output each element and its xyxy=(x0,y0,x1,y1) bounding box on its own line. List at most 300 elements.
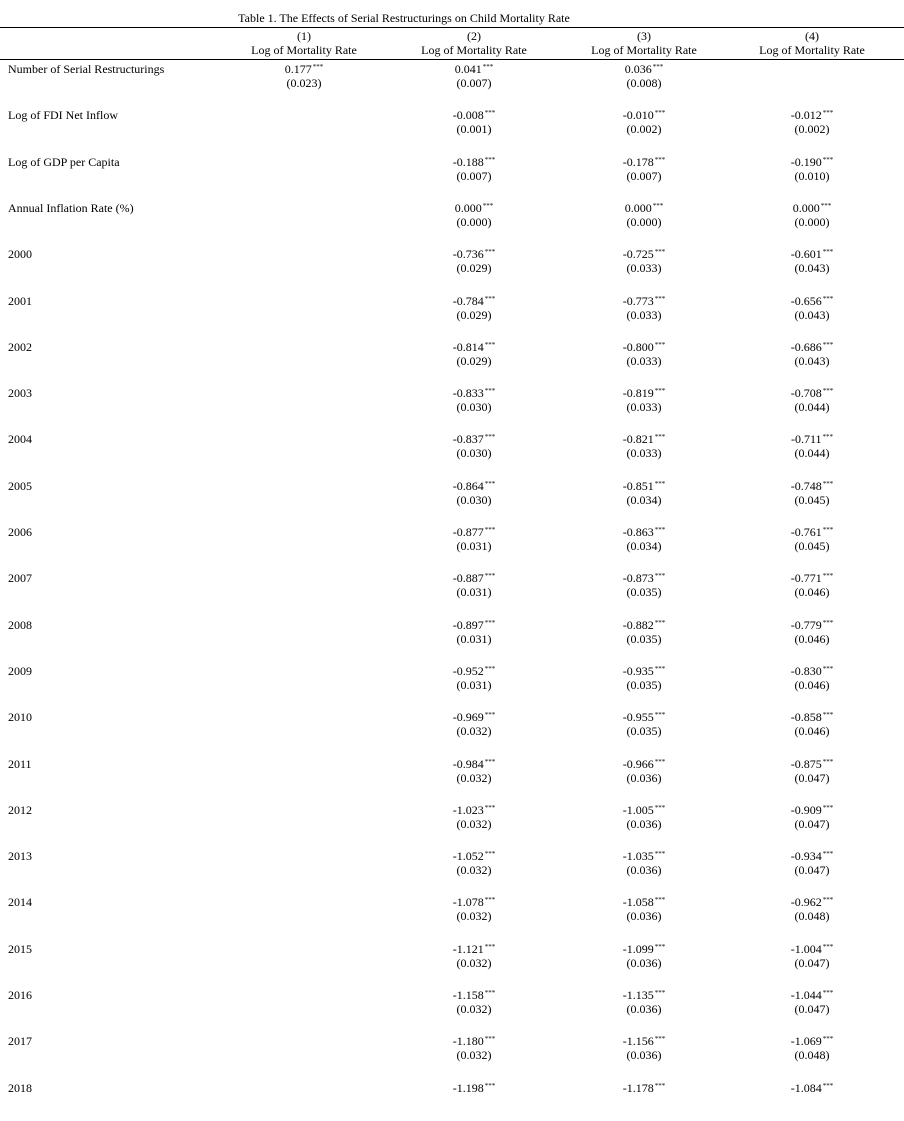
coefficient-value: -1.198 xyxy=(452,1081,484,1095)
significance-stars: *** xyxy=(654,480,666,488)
coefficient xyxy=(752,155,872,169)
row-label: 2003 xyxy=(8,386,32,400)
significance-stars: *** xyxy=(484,804,496,812)
row-label: 2000 xyxy=(8,247,32,261)
standard-error: (0.000) xyxy=(794,215,830,229)
table-cell xyxy=(752,340,872,368)
coefficient-value: -0.897 xyxy=(452,618,484,632)
coefficient xyxy=(414,340,534,354)
standard-error: (0.030) xyxy=(456,493,492,507)
coefficient xyxy=(752,895,872,909)
standard-error: (0.029) xyxy=(456,308,492,322)
standard-error: (0.043) xyxy=(794,261,830,275)
significance-stars: *** xyxy=(654,896,666,904)
table-cell xyxy=(584,1034,704,1062)
table-row xyxy=(0,525,904,565)
standard-error: (0.048) xyxy=(794,1048,830,1062)
coefficient xyxy=(414,155,534,169)
significance-stars: *** xyxy=(822,248,834,256)
coefficient-value: -0.863 xyxy=(622,525,654,539)
table-cell xyxy=(584,664,704,692)
coefficient xyxy=(584,386,704,400)
row-label: 2001 xyxy=(8,294,32,308)
coefficient xyxy=(584,525,704,539)
significance-stars: *** xyxy=(482,202,494,210)
standard-error: (0.043) xyxy=(794,308,830,322)
table-cell xyxy=(752,108,872,136)
significance-stars: *** xyxy=(822,341,834,349)
table-row xyxy=(0,895,904,935)
column-label: Log of Mortality Rate xyxy=(759,43,865,57)
standard-error: (0.029) xyxy=(456,261,492,275)
table-cell xyxy=(584,294,704,322)
coefficient xyxy=(414,62,534,76)
coefficient xyxy=(414,942,534,956)
table-cell xyxy=(752,155,872,183)
table-cell xyxy=(244,62,364,90)
standard-error: (0.031) xyxy=(456,539,492,553)
coefficient xyxy=(584,62,704,76)
table-cell xyxy=(752,849,872,877)
significance-stars: *** xyxy=(822,295,834,303)
standard-error: (0.033) xyxy=(626,261,662,275)
coefficient-value: -1.023 xyxy=(452,803,484,817)
table-cell xyxy=(584,710,704,738)
table-row xyxy=(0,340,904,380)
coefficient-value: -0.736 xyxy=(452,247,484,261)
table-cell xyxy=(584,942,704,970)
table-row xyxy=(0,988,904,1028)
significance-stars: *** xyxy=(484,156,496,164)
standard-error: (0.023) xyxy=(286,76,322,90)
significance-stars: *** xyxy=(822,109,834,117)
table-cell xyxy=(414,757,534,785)
coefficient xyxy=(414,710,534,724)
table-row xyxy=(0,108,904,148)
coefficient-value: -0.830 xyxy=(790,664,822,678)
table-cell xyxy=(584,618,704,646)
table-cell xyxy=(584,849,704,877)
row-label: 2002 xyxy=(8,340,32,354)
significance-stars: *** xyxy=(822,156,834,164)
coefficient-value: 0.041 xyxy=(454,62,482,76)
significance-stars: *** xyxy=(654,1035,666,1043)
coefficient-value: -0.010 xyxy=(622,108,654,122)
significance-stars: *** xyxy=(822,387,834,395)
significance-stars: *** xyxy=(822,480,834,488)
significance-stars: *** xyxy=(822,896,834,904)
coefficient xyxy=(584,201,704,215)
significance-stars: *** xyxy=(822,943,834,951)
table-row xyxy=(0,618,904,658)
standard-error: (0.032) xyxy=(456,1048,492,1062)
coefficient-value: -0.909 xyxy=(790,803,822,817)
table-cell xyxy=(584,247,704,275)
table-row xyxy=(0,155,904,195)
coefficient-value: -0.962 xyxy=(790,895,822,909)
standard-error: (0.035) xyxy=(626,585,662,599)
coefficient-value: -0.748 xyxy=(790,479,822,493)
table-row xyxy=(0,757,904,797)
significance-stars: *** xyxy=(484,1082,496,1090)
coefficient xyxy=(414,1081,534,1095)
row-label: Log of GDP per Capita xyxy=(8,155,120,169)
standard-error: (0.032) xyxy=(456,863,492,877)
standard-error: (0.036) xyxy=(626,771,662,785)
standard-error: (0.000) xyxy=(456,215,492,229)
row-label: 2014 xyxy=(8,895,32,909)
coefficient xyxy=(752,294,872,308)
table-cell xyxy=(414,942,534,970)
significance-stars: *** xyxy=(822,526,834,534)
coefficient-value: -0.725 xyxy=(622,247,654,261)
table-cell xyxy=(414,1081,534,1095)
significance-stars: *** xyxy=(654,1082,666,1090)
standard-error: (0.045) xyxy=(794,493,830,507)
coefficient-value: -1.180 xyxy=(452,1034,484,1048)
coefficient-value: -0.008 xyxy=(452,108,484,122)
standard-error: (0.047) xyxy=(794,771,830,785)
table-row xyxy=(0,247,904,287)
coefficient-value: -0.012 xyxy=(790,108,822,122)
coefficient-value: -1.084 xyxy=(790,1081,822,1095)
coefficient xyxy=(584,849,704,863)
coefficient-value: -0.833 xyxy=(452,386,484,400)
significance-stars: *** xyxy=(654,943,666,951)
table-cell xyxy=(414,664,534,692)
table-cell xyxy=(584,525,704,553)
table-cell xyxy=(414,62,534,90)
standard-error: (0.035) xyxy=(626,632,662,646)
table-cell xyxy=(584,340,704,368)
coefficient xyxy=(414,803,534,817)
table-row xyxy=(0,201,904,241)
table-cell xyxy=(414,340,534,368)
table-row xyxy=(0,1081,904,1121)
coefficient xyxy=(752,942,872,956)
table-cell xyxy=(584,155,704,183)
coefficient xyxy=(414,525,534,539)
coefficient xyxy=(414,664,534,678)
coefficient-value: -0.969 xyxy=(452,710,484,724)
coefficient xyxy=(414,988,534,1002)
coefficient-value: -1.135 xyxy=(622,988,654,1002)
coefficient xyxy=(584,247,704,261)
coefficient xyxy=(414,757,534,771)
standard-error: (0.008) xyxy=(626,76,662,90)
coefficient xyxy=(752,710,872,724)
coefficient xyxy=(414,849,534,863)
coefficient-value: -0.779 xyxy=(790,618,822,632)
standard-error: (0.030) xyxy=(456,400,492,414)
table-cell xyxy=(414,479,534,507)
coefficient-value: -0.188 xyxy=(452,155,484,169)
coefficient xyxy=(752,386,872,400)
row-label: 2007 xyxy=(8,571,32,585)
standard-error: (0.007) xyxy=(456,76,492,90)
coefficient-value: -1.178 xyxy=(622,1081,654,1095)
table-cell xyxy=(752,247,872,275)
coefficient xyxy=(584,1081,704,1095)
coefficient-value: 0.036 xyxy=(624,62,652,76)
significance-stars: *** xyxy=(484,943,496,951)
coefficient-value: -0.708 xyxy=(790,386,822,400)
row-label: 2013 xyxy=(8,849,32,863)
standard-error: (0.001) xyxy=(456,122,492,136)
coefficient-value: -0.771 xyxy=(790,571,822,585)
standard-error: (0.047) xyxy=(794,817,830,831)
coefficient xyxy=(414,618,534,632)
standard-error: (0.044) xyxy=(794,400,830,414)
table-cell xyxy=(752,201,872,229)
column-number: (4) xyxy=(805,29,819,43)
table-cell xyxy=(752,942,872,970)
significance-stars: *** xyxy=(654,109,666,117)
coefficient xyxy=(752,247,872,261)
standard-error: (0.034) xyxy=(626,493,662,507)
standard-error: (0.031) xyxy=(456,585,492,599)
table-row xyxy=(0,664,904,704)
table-cell xyxy=(584,571,704,599)
table-cell xyxy=(752,618,872,646)
row-label: 2018 xyxy=(8,1081,32,1095)
standard-error: (0.046) xyxy=(794,585,830,599)
coefficient xyxy=(584,108,704,122)
coefficient-value: -0.875 xyxy=(790,757,822,771)
coefficient-value: -1.005 xyxy=(622,803,654,817)
significance-stars: *** xyxy=(822,989,834,997)
table-cell xyxy=(414,247,534,275)
coefficient-value: 0.000 xyxy=(792,201,820,215)
table-row xyxy=(0,1034,904,1074)
table-cell xyxy=(584,895,704,923)
coefficient xyxy=(752,340,872,354)
table-cell xyxy=(752,479,872,507)
coefficient-value: -0.784 xyxy=(452,294,484,308)
coefficient-value: -1.044 xyxy=(790,988,822,1002)
significance-stars: *** xyxy=(822,1082,834,1090)
coefficient-value: -0.952 xyxy=(452,664,484,678)
coefficient-value: -0.887 xyxy=(452,571,484,585)
coefficient xyxy=(752,108,872,122)
coefficient xyxy=(414,895,534,909)
standard-error: (0.036) xyxy=(626,1002,662,1016)
standard-error: (0.032) xyxy=(456,1002,492,1016)
coefficient xyxy=(584,571,704,585)
coefficient-value: -0.851 xyxy=(622,479,654,493)
coefficient xyxy=(414,432,534,446)
column-label: Log of Mortality Rate xyxy=(421,43,527,57)
coefficient-value: -1.078 xyxy=(452,895,484,909)
table-cell xyxy=(752,988,872,1016)
table-row xyxy=(0,803,904,843)
significance-stars: *** xyxy=(484,480,496,488)
coefficient-value: -1.052 xyxy=(452,849,484,863)
table-row xyxy=(0,849,904,889)
coefficient-value: -0.882 xyxy=(622,618,654,632)
table-cell xyxy=(584,108,704,136)
standard-error: (0.033) xyxy=(626,446,662,460)
coefficient-value: -0.864 xyxy=(452,479,484,493)
standard-error: (0.031) xyxy=(456,632,492,646)
coefficient-value: -1.035 xyxy=(622,849,654,863)
significance-stars: *** xyxy=(654,387,666,395)
coefficient-value: -0.773 xyxy=(622,294,654,308)
row-label: 2006 xyxy=(8,525,32,539)
coefficient xyxy=(414,571,534,585)
coefficient xyxy=(584,942,704,956)
coefficient xyxy=(584,1034,704,1048)
coefficient-value: -1.121 xyxy=(452,942,484,956)
standard-error: (0.035) xyxy=(626,678,662,692)
standard-error: (0.046) xyxy=(794,632,830,646)
standard-error: (0.035) xyxy=(626,724,662,738)
standard-error: (0.044) xyxy=(794,446,830,460)
table-cell xyxy=(414,294,534,322)
coefficient-value: -0.966 xyxy=(622,757,654,771)
column-number: (2) xyxy=(467,29,481,43)
standard-error: (0.036) xyxy=(626,909,662,923)
significance-stars: *** xyxy=(484,850,496,858)
table-cell xyxy=(414,618,534,646)
table-cell xyxy=(414,849,534,877)
significance-stars: *** xyxy=(484,572,496,580)
coefficient xyxy=(414,247,534,261)
row-label: Number of Serial Restructurings xyxy=(8,62,165,76)
coefficient-value: -0.656 xyxy=(790,294,822,308)
coefficient xyxy=(584,757,704,771)
table-cell xyxy=(584,432,704,460)
coefficient-value: -1.156 xyxy=(622,1034,654,1048)
coefficient xyxy=(584,803,704,817)
significance-stars: *** xyxy=(822,619,834,627)
table-cell xyxy=(414,803,534,831)
standard-error: (0.002) xyxy=(794,122,830,136)
coefficient-value: -0.761 xyxy=(790,525,822,539)
significance-stars: *** xyxy=(484,758,496,766)
standard-error: (0.036) xyxy=(626,863,662,877)
table-cell xyxy=(584,62,704,90)
significance-stars: *** xyxy=(822,711,834,719)
coefficient-value: 0.000 xyxy=(624,201,652,215)
table-row xyxy=(0,571,904,611)
significance-stars: *** xyxy=(654,850,666,858)
table-cell xyxy=(752,386,872,414)
significance-stars: *** xyxy=(484,526,496,534)
table-cell xyxy=(752,803,872,831)
coefficient-value: -0.821 xyxy=(622,432,654,446)
table-cell xyxy=(414,1034,534,1062)
table-cell xyxy=(584,479,704,507)
table-cell xyxy=(752,294,872,322)
significance-stars: *** xyxy=(654,295,666,303)
row-label: 2012 xyxy=(8,803,32,817)
coefficient xyxy=(414,108,534,122)
table-cell xyxy=(584,386,704,414)
significance-stars: *** xyxy=(654,619,666,627)
row-label: Annual Inflation Rate (%) xyxy=(8,201,134,215)
coefficient xyxy=(752,988,872,1002)
coefficient-value: -0.686 xyxy=(790,340,822,354)
significance-stars: *** xyxy=(484,109,496,117)
coefficient-value: -0.190 xyxy=(790,155,822,169)
significance-stars: *** xyxy=(654,989,666,997)
coefficient xyxy=(584,155,704,169)
coefficient xyxy=(584,988,704,1002)
coefficient xyxy=(752,201,872,215)
significance-stars: *** xyxy=(654,248,666,256)
coefficient xyxy=(584,479,704,493)
coefficient-value: -0.935 xyxy=(622,664,654,678)
table-cell xyxy=(414,432,534,460)
coefficient-value: -0.877 xyxy=(452,525,484,539)
coefficient xyxy=(584,664,704,678)
significance-stars: *** xyxy=(654,433,666,441)
standard-error: (0.036) xyxy=(626,1048,662,1062)
table-cell xyxy=(752,664,872,692)
significance-stars: *** xyxy=(652,202,664,210)
table-cell xyxy=(752,710,872,738)
row-label: Log of FDI Net Inflow xyxy=(8,108,118,122)
significance-stars: *** xyxy=(484,989,496,997)
coefficient-value: -1.158 xyxy=(452,988,484,1002)
standard-error: (0.032) xyxy=(456,771,492,785)
table-cell xyxy=(414,108,534,136)
standard-error: (0.029) xyxy=(456,354,492,368)
significance-stars: *** xyxy=(822,850,834,858)
standard-error: (0.030) xyxy=(456,446,492,460)
coefficient-value: 0.000 xyxy=(454,201,482,215)
coefficient xyxy=(752,571,872,585)
row-label: 2016 xyxy=(8,988,32,1002)
coefficient-value: -0.800 xyxy=(622,340,654,354)
coefficient-value: -0.873 xyxy=(622,571,654,585)
standard-error: (0.047) xyxy=(794,863,830,877)
table-cell xyxy=(584,988,704,1016)
significance-stars: *** xyxy=(484,711,496,719)
column-number: (3) xyxy=(637,29,651,43)
row-label: 2015 xyxy=(8,942,32,956)
significance-stars: *** xyxy=(484,619,496,627)
coefficient-value: -0.934 xyxy=(790,849,822,863)
significance-stars: *** xyxy=(822,804,834,812)
table-row xyxy=(0,294,904,334)
significance-stars: *** xyxy=(822,1035,834,1043)
table-row xyxy=(0,710,904,750)
significance-stars: *** xyxy=(484,295,496,303)
significance-stars: *** xyxy=(484,248,496,256)
significance-stars: *** xyxy=(654,341,666,349)
table-cell xyxy=(752,895,872,923)
standard-error: (0.047) xyxy=(794,956,830,970)
standard-error: (0.032) xyxy=(456,909,492,923)
table-cell xyxy=(752,1034,872,1062)
coefficient-value: -0.858 xyxy=(790,710,822,724)
row-label: 2005 xyxy=(8,479,32,493)
standard-error: (0.031) xyxy=(456,678,492,692)
coefficient xyxy=(752,525,872,539)
standard-error: (0.043) xyxy=(794,354,830,368)
table-row xyxy=(0,62,904,102)
coefficient xyxy=(414,201,534,215)
coefficient xyxy=(414,386,534,400)
significance-stars: *** xyxy=(822,433,834,441)
significance-stars: *** xyxy=(484,665,496,673)
coefficient xyxy=(752,1034,872,1048)
table-row xyxy=(0,386,904,426)
coefficient xyxy=(584,340,704,354)
significance-stars: *** xyxy=(822,758,834,766)
